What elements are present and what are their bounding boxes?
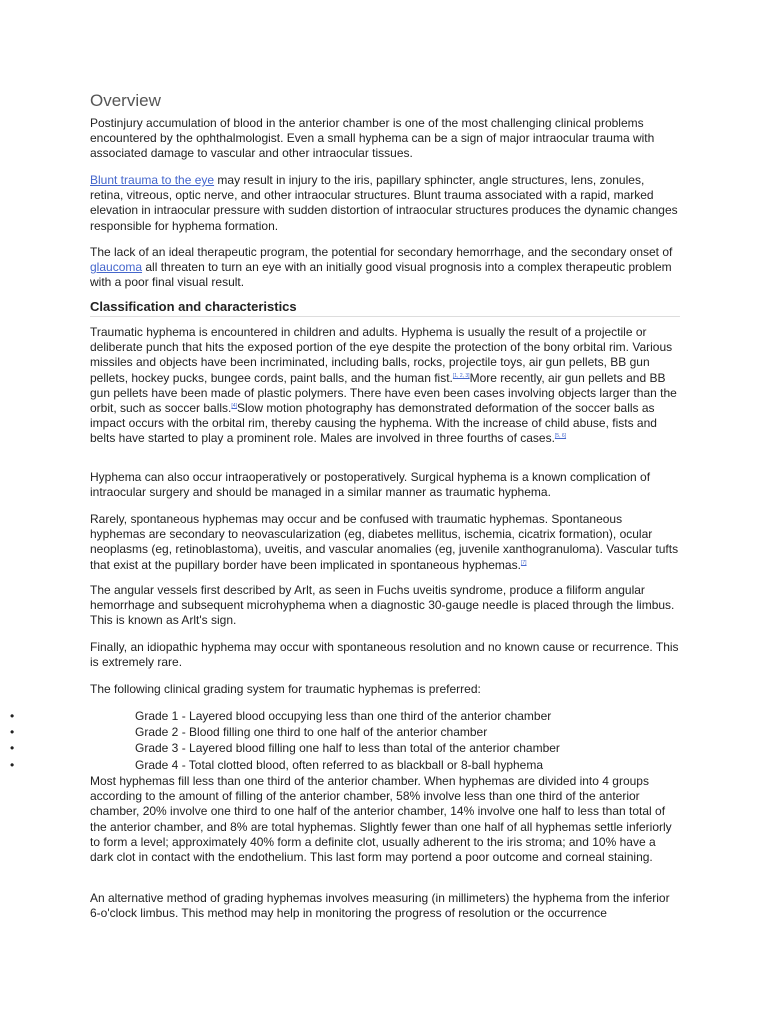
reference-1-2-3-link[interactable]: [1, 2, 3] <box>452 372 470 379</box>
grading-list <box>0 708 680 773</box>
reference-7-link[interactable]: [7] <box>520 559 527 566</box>
blunt-trauma-link[interactable]: Blunt trauma to the eye <box>90 173 215 187</box>
reference-4-link[interactable]: [4] <box>231 403 237 410</box>
overview-paragraph-2 <box>90 173 680 234</box>
classification-paragraph-7: Most hyphemas fill less than one third of the anterior chamber. When hyphemas are divided into 4 groups according to the amount of filling of the anterior chamber, 58% involve less than one third of the anterior chamber, 20% involve one third to one half of the anterior chamber, 14% involve one half to less than total of the anterior chamber, and 8% are total hyphemas. Slightly fewer than one half of all hyphemas settle inferiorly to form a level; approximately 40% form a definite clot, usually adherent to the iris stroma; and 10% have a dark clot in contact with the endothelium. This last form may portend a poor outcome and corneal staining. <box>90 774 672 865</box>
list-item <box>0 708 680 724</box>
classification-paragraph-1-b: More recently, air gun pellets and BB gun pellets have been made of plastic polymers. There have even been cases involving objects larger than the orbit, such as soccer balls. <box>90 370 677 416</box>
list-item <box>0 724 680 740</box>
bullet: • <box>10 709 15 723</box>
classification-paragraph-4: The angular vessels first described by Arlt, as seen in Fuchs uveitis syndrome, produce a filiform angular hemorrhage and subsequent microhyphema when a diagnostic 30-gauge needle is placed through the limbus. This is known as Arlt's sign. <box>90 583 675 628</box>
classification-paragraph-3 <box>90 512 680 573</box>
bullet: • <box>10 725 15 740</box>
classification-paragraph-6: The following clinical grading system for traumatic hyphemas is preferred: <box>90 682 481 696</box>
list-item <box>0 740 680 756</box>
grade-4-text: Grade 4 - Total clotted blood, often referred to as blackball or 8-ball hyphema <box>135 757 544 772</box>
glaucoma-link[interactable]: glaucoma <box>90 260 143 275</box>
classification-paragraph-8: An alternative method of grading hyphemas involves measuring (in millimeters) the hyphema from the inferior 6-o'clock limbus. This method may help in monitoring the progress of resolution or the occurrence <box>90 891 670 921</box>
overview-paragraph-3 <box>90 245 680 291</box>
overview-heading: Overview <box>90 91 161 110</box>
overview-paragraph-1: Postinjury accumulation of blood in the anterior chamber is one of the most challenging clinical problems encountered by the ophthalmologist. Even a small hyphema can be a sign of major intraocular trauma with associated damage to vascular and other intraocular tissues. <box>90 116 655 161</box>
classification-paragraph-1-a: Traumatic hyphema is encountered in children and adults. Hyphema is usually the result of a projectile or deliberate punch that hits the exposed portion of the eye despite the protection of the bony orbital rim. Various missiles and objects have been incriminated, including balls, rocks, projectile toys, air gun pellets, BB gun pellets, hockey pucks, bungee cords, paint balls, and the human fist. <box>90 325 673 385</box>
classification-paragraph-3-text: Rarely, spontaneous hyphemas may occur and be confused with traumatic hyphemas. Spontaneous hyphemas are secondary to neovascularization (eg, diabetes mellitus, ischemia, cicatrix formation), ocular neoplasms (eg, retinoblastoma), uveitis, and vascular anomalies (eg, juvenile xanthogranuloma). Vascular tufts that exist at the pupillary border have been implicated in spontaneous hyphemas. <box>90 512 679 572</box>
overview-paragraph-2-text: may result in injury to the iris, papillary sphincter, angle structures, lens, zonules, retina, vitreous, optic nerve, and other intraocular structures. Blunt trauma associated with a rapid, marked elevation in intraocular pressure with sudden distortion of intraocular structures produces the dynamic changes responsible for hyphema formation. <box>90 173 678 233</box>
grade-3-text: Grade 3 - Layered blood filling one half to less than total of the anterior chamber <box>135 741 560 756</box>
overview-paragraph-3-start: The lack of an ideal therapeutic program, the potential for secondary hemorrhage, and the secondary onset of <box>90 245 673 259</box>
classification-paragraph-2: Hyphema can also occur intraoperatively or postoperatively. Surgical hyphema is a known complication of intraocular surgery and should be managed in a similar manner as traumatic hyphema. <box>90 470 651 500</box>
reference-5-6-link[interactable]: [5, 6] <box>554 433 567 440</box>
classification-paragraph-1 <box>90 325 680 447</box>
bullet: • <box>10 757 15 772</box>
bullet: • <box>10 741 15 756</box>
classification-heading: Classification and characteristics <box>90 299 680 317</box>
overview-paragraph-3-end: all threaten to turn an eye with an initially good visual prognosis into a complex therapeutic problem with a poor final visual result. <box>90 260 672 290</box>
classification-paragraph-1-c: Slow motion photography has demonstrated deformation of the soccer balls as impact occurs with the orbital rim, thereby causing the hyphema. With the increase of child abuse, fists and belts have started to play a prominent role. Males are involved in three fourths of cases. <box>90 401 657 446</box>
list-item <box>0 757 680 773</box>
grade-1-text: Grade 1 - Layered blood occupying less than one third of the anterior chamber <box>135 709 552 723</box>
classification-paragraph-5: Finally, an idiopathic hyphema may occur with spontaneous resolution and no known cause or recurrence. This is extremely rare. <box>90 640 679 670</box>
grade-2-text: Grade 2 - Blood filling one third to one half of the anterior chamber <box>135 725 488 740</box>
